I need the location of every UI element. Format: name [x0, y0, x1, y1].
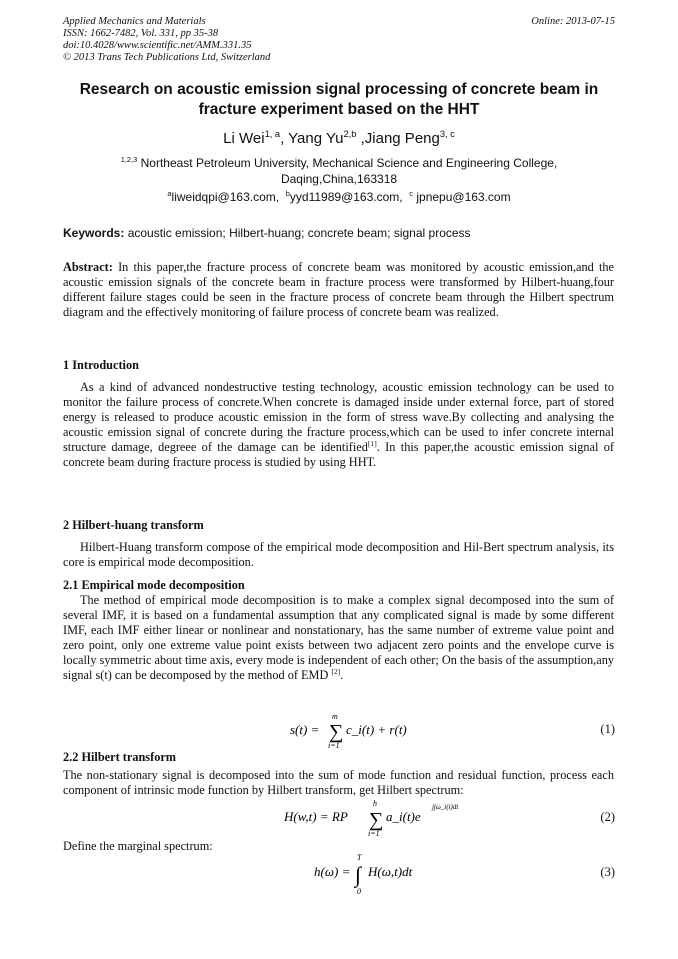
email-sup: b: [285, 189, 290, 198]
eq2-sum-bot: i=1: [368, 829, 380, 838]
abstract-label: Abstract:: [63, 260, 113, 274]
marginal-text: Define the marginal spectrum:: [63, 839, 213, 853]
eq1-sum-top: m: [332, 712, 338, 721]
equation-number-3: (3): [600, 865, 615, 879]
author-sup: 1, a: [264, 129, 281, 139]
authors: Li Wei$^{1, a}$, Yang Yu$^{2,b}$ ,Jiang Peng$^{3, c}$: [223, 129, 455, 147]
email[interactable]: jpnepu@163.com: [416, 190, 511, 204]
sum-symbol: ∑: [329, 721, 344, 743]
eq3-rhs: H(ω,t)dt: [368, 864, 413, 879]
emd-text: The method of empirical mode decomposition is to make a complex signal decomposed into the sum of several IMF, it is based on a fundamental assumption that any complicated signal is made by some different IMF, each IMF either linear or nonlinear and nonstationary, has the same number of extreme value point and zero point, only one extreme value point exists between two adjacent zero points and the envelope curve is locally symmetric about time axis, every mode is independent of each other; On the basis of the assumption,any signal s(t) can be decomposed by the method of EMD: [63, 593, 614, 682]
eq2-lhs: H(w,t) = RP: [284, 809, 348, 824]
author-name: Jiang Peng: [364, 130, 440, 147]
equation-1: [280, 712, 420, 750]
affiliation-sup: 1,2,3: [120, 155, 138, 164]
eq3-lhs: h(ω) =: [314, 864, 351, 879]
intro-paragraph: [63, 380, 614, 470]
hht-paragraph: Hilbert-Huang transform compose of the empirical mode decomposition and Hil-Bert spectrum analysis, its core is empirical mode decomposition.: [63, 540, 614, 569]
affiliation-text: Northeast Petroleum University, Mechanical Science and Engineering College, Daqing,China,163318: [140, 156, 558, 186]
email-sup: a: [167, 189, 172, 198]
equation-number-2: (2): [600, 810, 615, 824]
copyright: © 2013 Trans Tech Publications Ltd, Switzerland: [63, 52, 271, 63]
eq3-int-bot: 0: [357, 887, 361, 896]
affiliation: [90, 155, 588, 187]
email[interactable]: liweidqpi@163.com,: [171, 190, 280, 204]
section-heading-hilbert: 2.2 Hilbert transform: [63, 750, 177, 764]
intro-text-2: . In this paper,the acoustic emission signal of concrete beam during fracture process is studied by using HHT.: [63, 440, 614, 469]
sum-symbol: ∑: [369, 809, 384, 831]
citation[interactable]: [1]: [367, 438, 377, 448]
eq1-lhs: s(t) =: [290, 722, 320, 737]
eq1-rhs: c_i(t) + r(t): [346, 722, 407, 737]
author-name: Li Wei: [223, 130, 265, 147]
email[interactable]: yyd11989@163.com,: [289, 190, 403, 204]
journal-header: [63, 16, 270, 64]
eq2-sum-top: h: [373, 799, 377, 808]
author-sup: 2,b: [343, 129, 357, 139]
issn: ISSN: 1662-7482, Vol. 331, pp 35-38: [63, 28, 219, 39]
equation-number-1: (1): [600, 722, 615, 736]
keywords-label: Keywords:: [63, 226, 125, 240]
online-date: Online: 2013-07-15: [531, 16, 615, 27]
eq1-sum-bot: i=1: [328, 741, 340, 750]
equation-3: [312, 852, 452, 896]
email-sup: c: [409, 189, 414, 198]
citation[interactable]: [2]: [331, 666, 341, 676]
eq3-int-top: T: [357, 853, 362, 862]
emd-text-2: .: [340, 668, 344, 682]
section-heading-intro: 1 Introduction: [63, 358, 139, 372]
emd-paragraph: [63, 593, 614, 683]
eq2-rhs: a_i(t)e: [386, 809, 421, 824]
keywords: [63, 226, 471, 240]
section-heading-emd: 2.1 Empirical mode decomposition: [63, 578, 245, 592]
section-heading-hht: 2 Hilbert-huang transform: [63, 518, 204, 532]
author-name: Yang Yu: [288, 130, 344, 147]
abstract-text: In this paper,the fracture process of concrete beam was monitored by acoustic emission,and the acoustic emission signals of the concrete beam in fracture process were transformed by Hilbert-huang,four different failure stages could be seen in the fracture process of concrete beam through the Hilbert spectrum diagram and the effectively monitoring of failure process of concrete beam was realized.: [63, 260, 614, 319]
eq2-exponent: j∫ω_i(t)dt: [432, 803, 459, 811]
integral-symbol: ∫: [355, 862, 362, 887]
author-sup: 3, c: [439, 129, 455, 139]
abstract: [63, 260, 614, 320]
hilbert-paragraph: The non-stationary signal is decomposed into the sum of mode function and residual function, process each component of intrinsic mode function by Hilbert transform, get Hilbert spectrum:: [63, 768, 614, 797]
paper-title: Research on acoustic emission signal processing of concrete beam in fracture experiment based on the HHT: [79, 81, 599, 118]
journal-name: Applied Mechanics and Materials: [63, 16, 206, 27]
equation-2: [282, 798, 482, 838]
intro-text: As a kind of advanced nondestructive testing technology, acoustic emission technology can be used to monitor the failure process of concrete.When concrete is damaged inside under external force, part of stored energy is released to produce acoustic emission in the form of stress wave.By collecting and analysing the acoustic emission signal of concrete during the fracture process,which can be used to infer concrete internal structure damage, degreee of the damage can be identified: [63, 380, 614, 454]
doi: doi:10.4028/www.scientific.net/AMM.331.35: [63, 40, 252, 51]
emails: [50, 190, 628, 204]
keywords-text: acoustic emission; Hilbert-huang; concrete beam; signal process: [127, 226, 471, 240]
